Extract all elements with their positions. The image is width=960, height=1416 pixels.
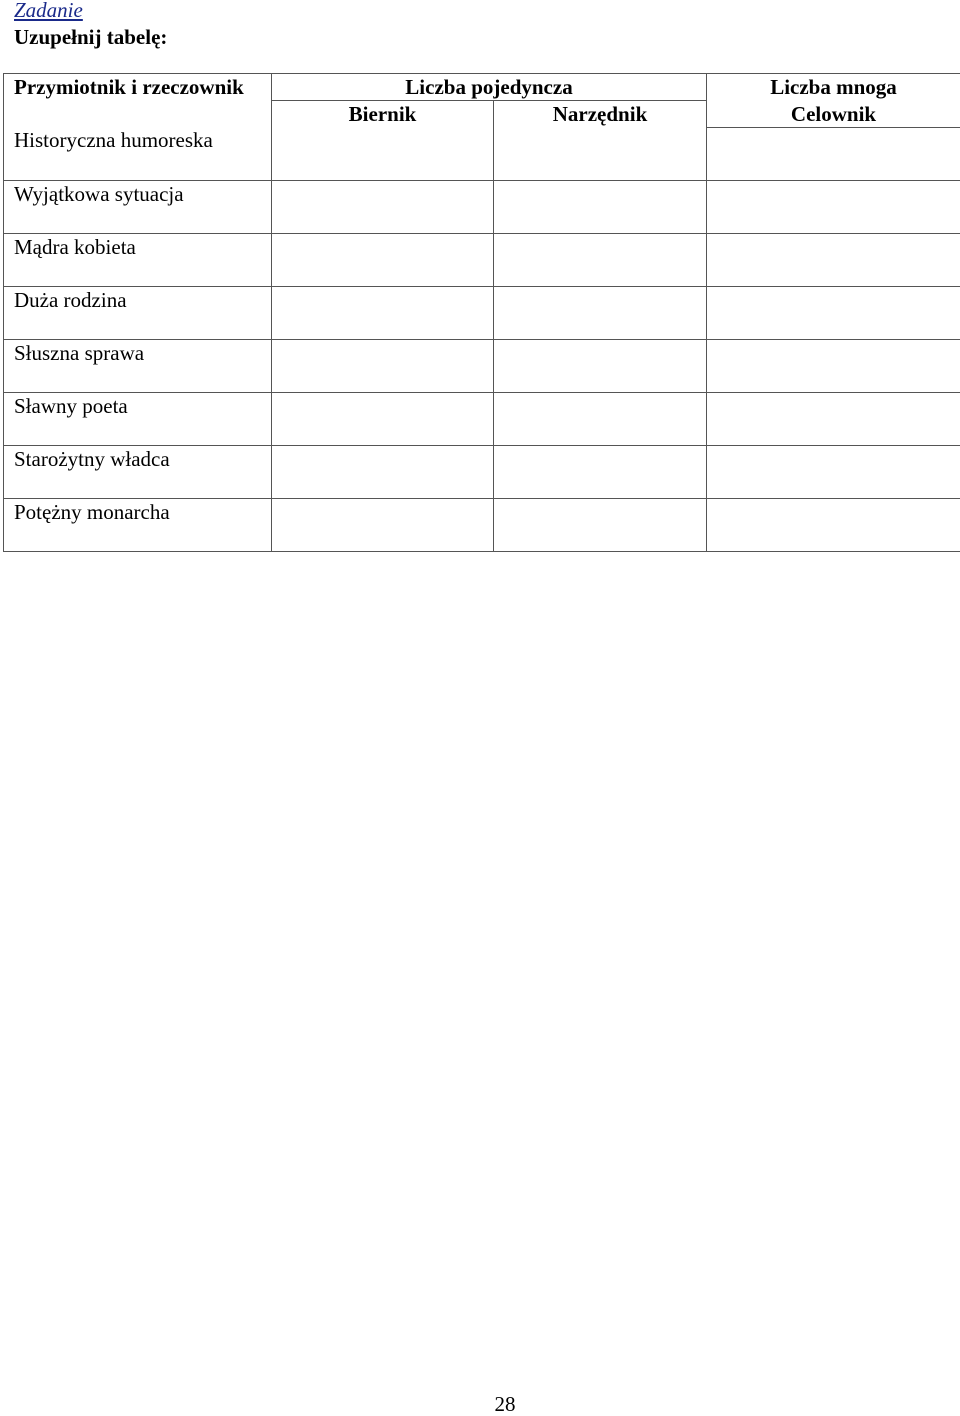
- table-row: [4, 127, 960, 180]
- task-label: Zadanie: [14, 0, 83, 22]
- answer-cell[interactable]: [707, 445, 960, 498]
- answer-cell[interactable]: [494, 127, 707, 180]
- answer-cell[interactable]: [272, 392, 494, 445]
- header-plural: Liczba mnoga: [707, 74, 960, 101]
- page-number: 28: [0, 1392, 960, 1416]
- answer-cell[interactable]: [494, 498, 707, 551]
- table-row: [4, 180, 960, 233]
- header-instrumental: Narzędnik: [494, 101, 707, 128]
- answer-cell[interactable]: [707, 233, 960, 286]
- answer-cell[interactable]: [707, 339, 960, 392]
- answer-cell[interactable]: [707, 286, 960, 339]
- phrase-cell: Sławny poeta: [4, 392, 272, 445]
- answer-cell[interactable]: [494, 339, 707, 392]
- phrase-cell: Mądra kobieta: [4, 233, 272, 286]
- table-row: [4, 392, 960, 445]
- answer-cell[interactable]: [494, 445, 707, 498]
- answer-cell[interactable]: [494, 233, 707, 286]
- answer-cell[interactable]: [272, 498, 494, 551]
- phrase-cell: Potężny monarcha: [4, 498, 272, 551]
- answer-cell[interactable]: [272, 339, 494, 392]
- exercise-table: [3, 73, 960, 552]
- answer-cell[interactable]: [707, 127, 960, 180]
- answer-cell[interactable]: [494, 180, 707, 233]
- table-header-row: [4, 74, 960, 101]
- answer-cell[interactable]: [272, 445, 494, 498]
- answer-cell[interactable]: [707, 392, 960, 445]
- phrase-cell: Starożytny władca: [4, 445, 272, 498]
- answer-cell[interactable]: [272, 180, 494, 233]
- answer-cell[interactable]: [272, 233, 494, 286]
- header-spacer: [4, 101, 272, 128]
- header-singular: Liczba pojedyncza: [272, 74, 707, 101]
- answer-cell[interactable]: [272, 286, 494, 339]
- table-row: [4, 498, 960, 551]
- answer-cell[interactable]: [494, 286, 707, 339]
- instruction-text: Uzupełnij tabelę:: [14, 24, 167, 50]
- answer-cell[interactable]: [707, 498, 960, 551]
- answer-cell[interactable]: [707, 180, 960, 233]
- phrase-cell: Duża rodzina: [4, 286, 272, 339]
- phrase-cell: Słuszna sprawa: [4, 339, 272, 392]
- answer-cell[interactable]: [494, 392, 707, 445]
- header-dative: Celownik: [707, 101, 960, 128]
- table-subheader-row: [4, 101, 960, 128]
- table-row: [4, 286, 960, 339]
- table-row: [4, 445, 960, 498]
- answer-cell[interactable]: [272, 127, 494, 180]
- table-row: [4, 339, 960, 392]
- table-row: [4, 233, 960, 286]
- header-adjective-noun: Przymiotnik i rzeczownik: [4, 74, 272, 101]
- phrase-cell: Wyjątkowa sytuacja: [4, 180, 272, 233]
- header-accusative: Biernik: [272, 101, 494, 128]
- phrase-cell: Historyczna humoreska: [4, 127, 272, 180]
